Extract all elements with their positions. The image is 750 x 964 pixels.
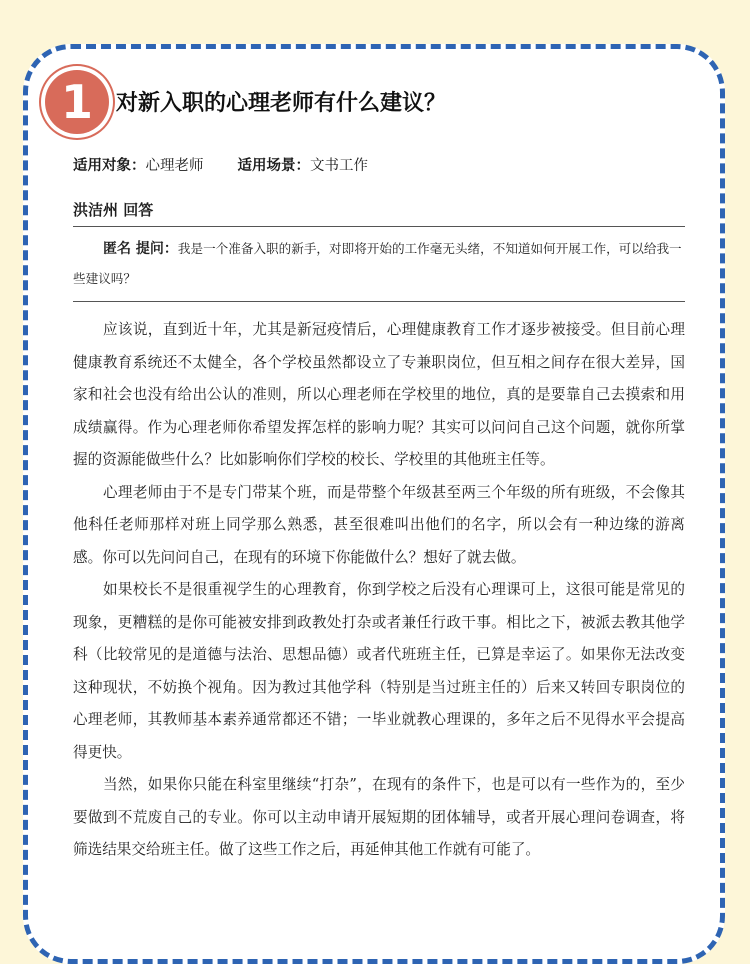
answer-paragraph: 心理老师由于不是专门带某个班，而是带整个年级甚至两三个年级的所有班级，不会像其他科任老师那样对班上同学那么熟悉，甚至很难叫出他们的名字，所以会有一种边缘的游离感。你可以先问问自己，在现有的环境下你能做什么？想好了就去做。 — [73, 483, 685, 566]
page-title: 对新入职的心理老师有什么建议？ — [116, 91, 447, 116]
answer-paragraph: 当然，如果你只能在科室里继续“打杂”，在现有的条件下，也是可以有一些作为的，至少要做到不荒废自己的专业。你可以主动申请开展短期的团体辅导，或者开展心理问卷调查，将筛选结果交给班主任。做了这些工作之后，再延伸其他工作就有可能了。 — [73, 776, 685, 858]
question-text: 我是一个准备入职的新手，对即将开始的工作毫无头绪，不知道如何开展工作，可以给我一些建议吗？ — [73, 241, 682, 286]
answer-paragraph: 应该说，直到近十年，尤其是新冠疫情后，心理健康教育工作才逐步被接受。但目前心理健康教育系统还不太健全，各个学校虽然都设立了专兼职岗位，但互相之间存在很大差异，国家和社会也没有给出公认的准则，所以心理老师在学校里的地位，真的是要靠自己去摸索和用成绩赢得。作为心理老师你希望发挥怎样的影响力呢？其实可以问问自己这个问题，就你所掌握的资源能做些什么？比如影响你们学校的校长、学校里的其他班主任等。 — [73, 321, 685, 468]
scene-label: 适用场景： — [237, 158, 310, 174]
divider-bottom — [73, 301, 685, 302]
meta-line — [73, 154, 368, 175]
answer-body — [73, 314, 685, 867]
answerer-byline: 洪洁州 回答 — [73, 201, 154, 219]
question-label: 匿名 提问： — [103, 241, 178, 257]
divider-top — [73, 226, 685, 227]
badge-number: 1 — [60, 75, 93, 129]
audience-label: 适用对象： — [73, 158, 146, 174]
question-block — [73, 234, 685, 294]
number-badge — [45, 70, 109, 134]
audience-value: 心理老师 — [145, 158, 204, 174]
scene-value: 文书工作 — [310, 158, 368, 174]
answer-paragraph: 如果校长不是很重视学生的心理教育，你到学校之后没有心理课可上，这很可能是常见的现象，更糟糕的是你可能被安排到政教处打杂或者兼任行政干事。相比之下，被派去教其他学科（比较常见的是道德与法治、思想品德）或者代班班主任，已算是幸运了。如果你无法改变这种现状，不妨换个视角。因为教过其他学科（特别是当过班主任的）后来又转回专职岗位的心理老师，其教师基本素养通常都还不错；一毕业就教心理课的，多年之后不见得水平会提高得更快。 — [73, 581, 685, 761]
